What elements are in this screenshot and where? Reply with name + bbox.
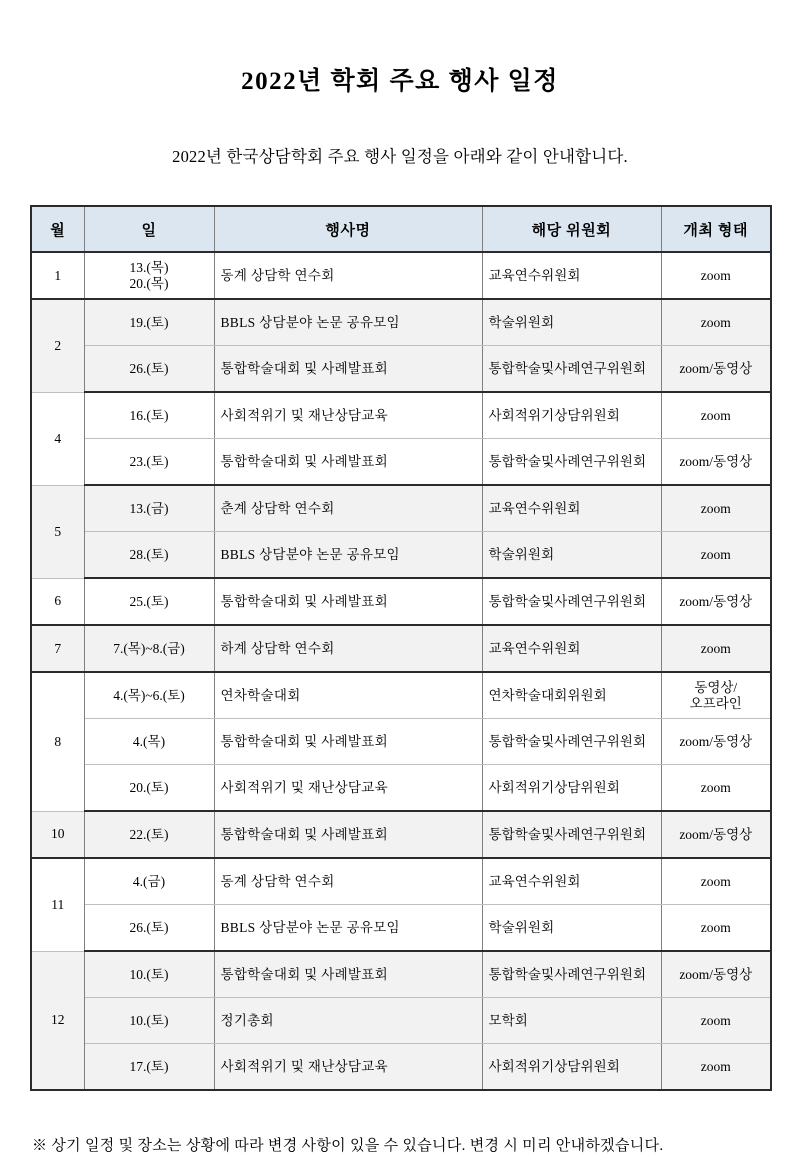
cell-event: 사회적위기 및 재난상담교육 xyxy=(214,392,482,439)
cell-day: 22.(토) xyxy=(84,811,214,858)
column-header-day: 일 xyxy=(84,206,214,252)
table-row xyxy=(31,719,771,765)
cell-event: 춘계 상담학 연수회 xyxy=(214,485,482,532)
schedule-table xyxy=(30,205,772,1091)
cell-month: 6 xyxy=(31,578,84,625)
table-row xyxy=(31,625,771,672)
table-row xyxy=(31,578,771,625)
cell-month: 4 xyxy=(31,392,84,485)
cell-format: zoom xyxy=(661,765,771,812)
footer-note: ※ 상기 일정 및 장소는 상황에 따라 변경 사항이 있을 수 있습니다. 변경 시 미리 안내하겠습니다. xyxy=(32,1138,664,1155)
schedule-table-container xyxy=(0,183,800,1091)
cell-committee: 교육연수위원회 xyxy=(482,252,661,299)
table-row xyxy=(31,299,771,346)
table-row xyxy=(31,811,771,858)
cell-event: 동계 상담학 연수회 xyxy=(214,252,482,299)
column-header-format: 개최 형태 xyxy=(661,206,771,252)
cell-event: 동계 상담학 연수회 xyxy=(214,858,482,905)
cell-day: 26.(토) xyxy=(84,346,214,393)
cell-month: 2 xyxy=(31,299,84,392)
cell-event: BBLS 상담분야 논문 공유모임 xyxy=(214,532,482,579)
cell-day: 13.(금) xyxy=(84,485,214,532)
cell-event: 통합학술대회 및 사례발표회 xyxy=(214,951,482,998)
cell-committee: 사회적위기상담위원회 xyxy=(482,392,661,439)
table-row xyxy=(31,346,771,393)
cell-day: 26.(토) xyxy=(84,905,214,952)
cell-day: 10.(토) xyxy=(84,998,214,1044)
cell-day: 4.(목)~6.(토) xyxy=(84,672,214,719)
cell-format: zoom/동영상 xyxy=(661,811,771,858)
cell-format: zoom/동영상 xyxy=(661,346,771,393)
cell-format: zoom xyxy=(661,998,771,1044)
table-row xyxy=(31,485,771,532)
cell-event: 통합학술대회 및 사례발표회 xyxy=(214,719,482,765)
table-body xyxy=(31,252,771,1090)
table-row xyxy=(31,998,771,1044)
cell-committee: 연차학술대회위원회 xyxy=(482,672,661,719)
intro-paragraph: 2022년 한국상담학회 주요 행사 일정을 아래와 같이 안내합니다. xyxy=(172,146,628,166)
page-title: 2022년 학회 주요 행사 일정 xyxy=(241,67,559,95)
cell-format: zoom/동영상 xyxy=(661,578,771,625)
cell-month: 12 xyxy=(31,951,84,1090)
cell-committee: 통합학술및사례연구위원회 xyxy=(482,951,661,998)
cell-day: 23.(토) xyxy=(84,439,214,486)
table-row xyxy=(31,392,771,439)
cell-event: 통합학술대회 및 사례발표회 xyxy=(214,811,482,858)
cell-day: 4.(목) xyxy=(84,719,214,765)
cell-format: zoom xyxy=(661,485,771,532)
cell-event: 연차학술대회 xyxy=(214,672,482,719)
cell-day: 4.(금) xyxy=(84,858,214,905)
cell-format: zoom xyxy=(661,858,771,905)
cell-day: 7.(목)~8.(금) xyxy=(84,625,214,672)
cell-event: 통합학술대회 및 사례발표회 xyxy=(214,346,482,393)
table-row xyxy=(31,905,771,952)
cell-event: 하계 상담학 연수회 xyxy=(214,625,482,672)
cell-format: zoom/동영상 xyxy=(661,719,771,765)
table-row xyxy=(31,951,771,998)
cell-format: zoom xyxy=(661,299,771,346)
cell-committee: 통합학술및사례연구위원회 xyxy=(482,346,661,393)
table-row xyxy=(31,439,771,486)
cell-committee: 사회적위기상담위원회 xyxy=(482,765,661,812)
table-row xyxy=(31,858,771,905)
cell-event: 사회적위기 및 재난상담교육 xyxy=(214,765,482,812)
cell-committee: 학술위원회 xyxy=(482,532,661,579)
column-header-event: 행사명 xyxy=(214,206,482,252)
cell-day: 13.(목) 20.(목) xyxy=(84,252,214,299)
cell-committee: 학술위원회 xyxy=(482,299,661,346)
cell-month: 5 xyxy=(31,485,84,578)
cell-month: 7 xyxy=(31,625,84,672)
table-row xyxy=(31,672,771,719)
document-page xyxy=(0,17,800,1155)
cell-day: 17.(토) xyxy=(84,1044,214,1091)
cell-event: BBLS 상담분야 논문 공유모임 xyxy=(214,905,482,952)
cell-event: BBLS 상담분야 논문 공유모임 xyxy=(214,299,482,346)
cell-committee: 교육연수위원회 xyxy=(482,485,661,532)
cell-day: 25.(토) xyxy=(84,578,214,625)
cell-event: 통합학술대회 및 사례발표회 xyxy=(214,578,482,625)
cell-committee: 학술위원회 xyxy=(482,905,661,952)
cell-format: zoom xyxy=(661,905,771,952)
cell-format: zoom/동영상 xyxy=(661,439,771,486)
table-header xyxy=(31,206,771,252)
table-row xyxy=(31,1044,771,1091)
cell-month: 11 xyxy=(31,858,84,951)
cell-event: 통합학술대회 및 사례발표회 xyxy=(214,439,482,486)
table-row xyxy=(31,765,771,812)
cell-committee: 교육연수위원회 xyxy=(482,858,661,905)
table-header-row xyxy=(31,206,771,252)
cell-format: zoom xyxy=(661,625,771,672)
cell-format: zoom xyxy=(661,1044,771,1091)
cell-committee: 통합학술및사례연구위원회 xyxy=(482,811,661,858)
cell-day: 16.(토) xyxy=(84,392,214,439)
cell-committee: 통합학술및사례연구위원회 xyxy=(482,719,661,765)
cell-month: 1 xyxy=(31,252,84,299)
column-header-month: 월 xyxy=(31,206,84,252)
column-header-committee: 해당 위원회 xyxy=(482,206,661,252)
cell-day: 19.(토) xyxy=(84,299,214,346)
cell-committee: 교육연수위원회 xyxy=(482,625,661,672)
cell-month: 8 xyxy=(31,672,84,811)
cell-format: zoom xyxy=(661,392,771,439)
table-row xyxy=(31,532,771,579)
cell-day: 28.(토) xyxy=(84,532,214,579)
cell-format: zoom/동영상 xyxy=(661,951,771,998)
cell-committee: 모학회 xyxy=(482,998,661,1044)
cell-committee: 통합학술및사례연구위원회 xyxy=(482,439,661,486)
cell-committee: 사회적위기상담위원회 xyxy=(482,1044,661,1091)
cell-month: 10 xyxy=(31,811,84,858)
cell-committee: 통합학술및사례연구위원회 xyxy=(482,578,661,625)
cell-format: zoom xyxy=(661,532,771,579)
cell-day: 20.(토) xyxy=(84,765,214,812)
cell-event: 사회적위기 및 재난상담교육 xyxy=(214,1044,482,1091)
cell-format: 동영상/ 오프라인 xyxy=(661,672,771,719)
cell-day: 10.(토) xyxy=(84,951,214,998)
cell-event: 정기총회 xyxy=(214,998,482,1044)
table-row xyxy=(31,252,771,299)
cell-format: zoom xyxy=(661,252,771,299)
